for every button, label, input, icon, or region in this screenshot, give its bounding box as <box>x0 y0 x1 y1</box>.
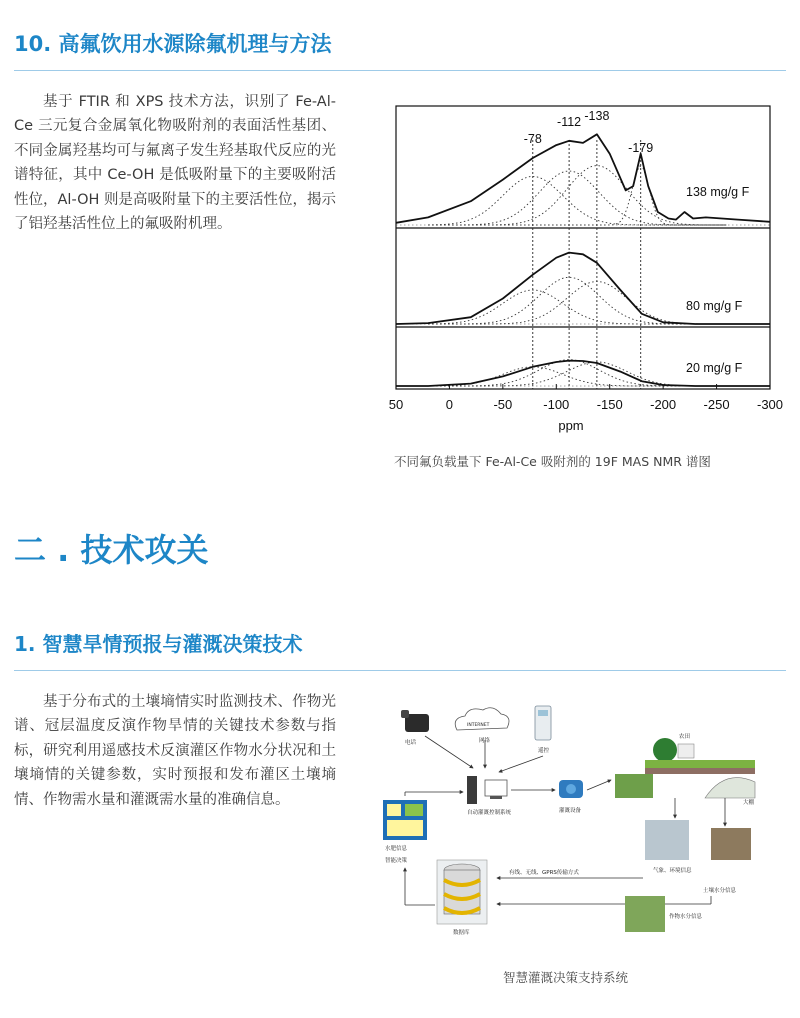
nmr-figure-caption: 不同氟负载量下 Fe-Al-Ce 吸附剂的 19F MAS NMR 谱图 <box>394 454 711 469</box>
irrigation-device-icon <box>559 780 583 798</box>
x-tick-label: -200 <box>650 397 677 412</box>
section-ii-title: 二 . 技术攻关 <box>14 531 209 569</box>
field-photo <box>615 774 653 798</box>
section-1-paragraph: 基于分布式的土壤墒情实时监测技术、作物光谱、冠层温度反演作物旱情的关键技术参数与指标，研究利用遥感技术反演灌区作物水分状况和土壤墒情的关键参数，实时预报和发布灌区土壤墒情、作物需水量和灌溉需水量的准确信息。 <box>14 694 336 808</box>
nmr-spectrum-chart <box>0 0 800 440</box>
network-label: 网络 <box>479 738 491 744</box>
section-10-paragraph: 基于 FTIR 和 XPS 技术方法，识别了 Fe-Al-Ce 三元复合金属氧化物吸附剂的表面活性基团、不同金属羟基均可与氟离子发生羟基取代反应的光谱特征，其中 Ce-OH 是低吸附量下的主要吸附活性位，Al-OH 则是高吸附量下的主要活性位，揭示了铝羟基活性位上的氟吸附机理。 <box>14 94 337 233</box>
phone-label: 电话 <box>405 740 417 746</box>
deconvolution-component <box>428 166 726 225</box>
weather-env-label: 气象、环境信息 <box>653 868 692 874</box>
peak-label: -138 <box>584 109 610 123</box>
peak-label: -78 <box>523 132 542 146</box>
section-1-title: 1. 智慧旱情预报与灌溉决策技术 <box>14 632 303 656</box>
weather-station-photo <box>645 820 689 860</box>
x-tick-label: 0 <box>445 397 454 412</box>
peak-label: -179 <box>628 141 654 155</box>
water-info-panel <box>383 800 427 840</box>
arrow <box>587 780 611 790</box>
peak-label: -112 <box>557 115 582 129</box>
greenhouse-icon <box>705 778 755 798</box>
deconvolution-component <box>428 282 726 325</box>
water-info-label: 水肥信息 <box>385 846 408 852</box>
section-divider <box>14 670 786 671</box>
x-tick-label: -50 <box>493 397 513 412</box>
deconvolution-component <box>428 166 726 225</box>
irrigation-figure-caption: 智慧灌溉决策支持系统 <box>503 970 629 985</box>
series-label: 138 mg/g F <box>686 185 750 199</box>
control-system-label: 自动灌溉控制系统 <box>467 810 512 816</box>
farm-label: 农田 <box>679 734 691 740</box>
arrow <box>499 756 543 772</box>
remote-control-icon <box>535 706 551 740</box>
deconvolution-component <box>428 360 726 386</box>
transmission-label: 有线、无线、GPRS传输方式 <box>509 870 579 876</box>
control-system-icon <box>467 776 507 804</box>
irrigation-system-diagram <box>375 700 775 960</box>
soil-moisture-label: 土壤水分信息 <box>703 888 737 894</box>
deconvolution-component <box>428 171 726 225</box>
farm-icon <box>645 738 755 774</box>
deconvolution-component <box>428 290 726 324</box>
series-label: 80 mg/g F <box>686 299 743 313</box>
x-tick-label: 50 <box>388 397 404 412</box>
x-axis-label: ppm <box>558 418 584 433</box>
soil-sensor-photo <box>711 828 751 860</box>
database-label: 数据库 <box>453 930 470 936</box>
series-label: 20 mg/g F <box>686 361 743 375</box>
plot-frame <box>396 106 770 389</box>
x-tick-label: -150 <box>596 397 623 412</box>
smart-decision-label: 智能决策 <box>385 858 408 864</box>
remote-label: 遥控 <box>538 748 550 754</box>
internet-cloud-label: INTERNET <box>467 723 490 728</box>
x-tick-label: -300 <box>756 397 784 412</box>
greenhouse-label: 大棚 <box>743 800 755 806</box>
crop-photo <box>625 896 665 932</box>
arrow <box>425 736 473 768</box>
x-tick-label: -250 <box>703 397 730 412</box>
spectrum-line <box>396 253 770 324</box>
phone-icon <box>401 710 429 732</box>
x-tick-label: -100 <box>543 397 570 412</box>
database-icon <box>437 860 487 924</box>
crop-moisture-label: 作物水分信息 <box>669 914 703 920</box>
spectrum-line <box>396 134 770 223</box>
section-10-title: 10. 高氟饮用水源除氟机理与方法 <box>14 32 332 56</box>
irrigation-device-label: 灌溉设备 <box>559 808 582 814</box>
